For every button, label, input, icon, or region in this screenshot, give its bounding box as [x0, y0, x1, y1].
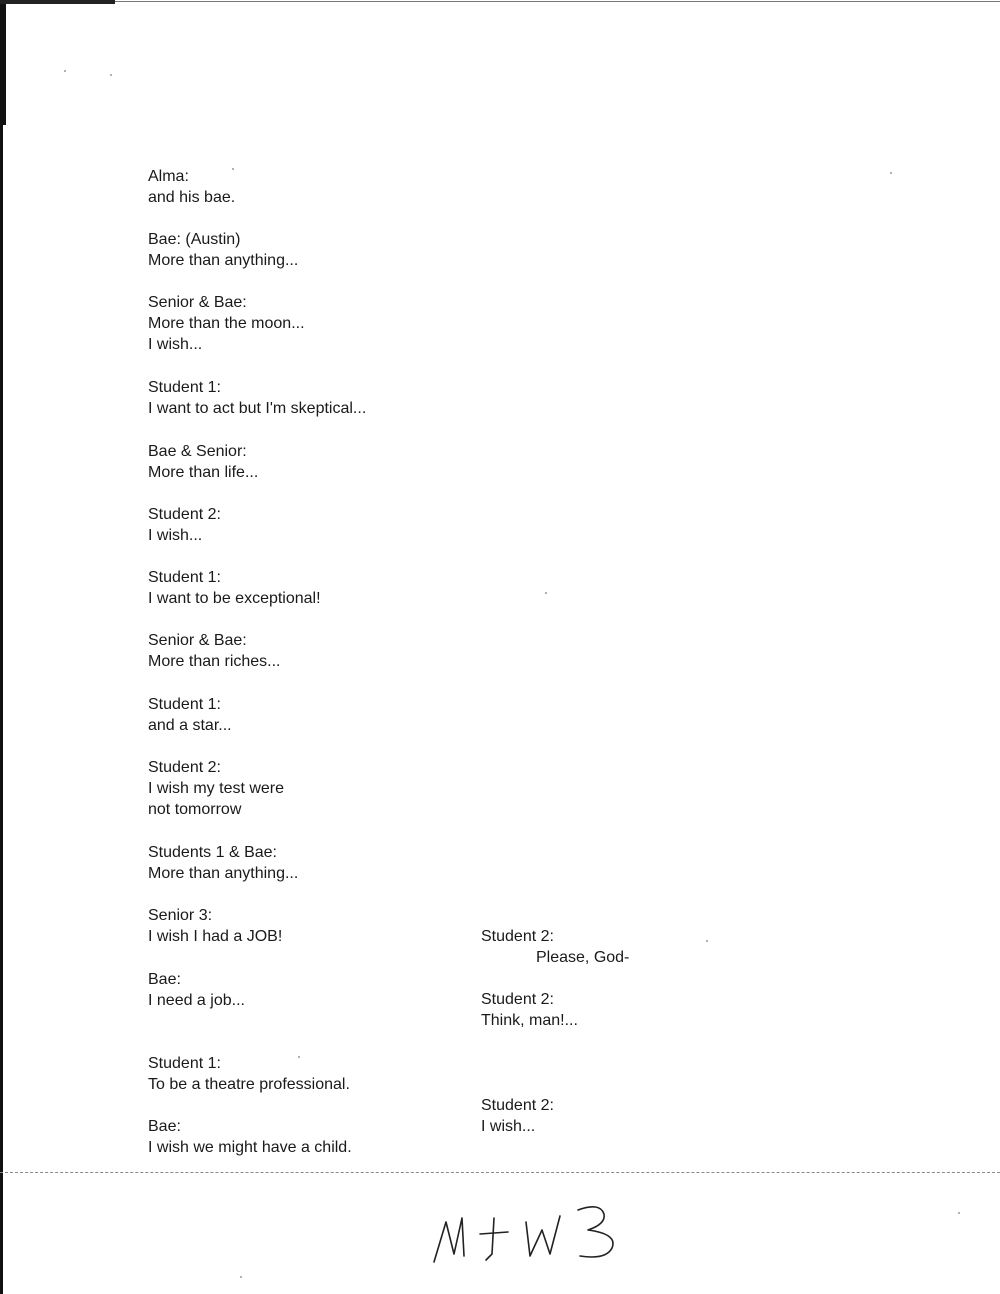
dialogue-line: More than the moon...: [148, 315, 305, 332]
scan-speck: [232, 168, 234, 170]
scan-edge-left-dark: [0, 0, 6, 125]
scan-edge-top-line: [115, 1, 1000, 2]
dialogue-line: I need a job...: [148, 992, 245, 1009]
scan-speck: [545, 592, 547, 594]
dialogue-block: [148, 292, 305, 355]
dialogue-block: [148, 377, 366, 419]
dialogue-line: I wish...: [481, 1118, 536, 1135]
dialogue-block: [148, 441, 258, 483]
speaker-name: Student 2:: [481, 991, 554, 1008]
dialogue-line: I wish...: [148, 527, 203, 544]
scan-speck: [240, 1276, 242, 1278]
dialogue-line: To be a theatre professional.: [148, 1076, 350, 1093]
dialogue-block: [148, 1116, 352, 1158]
dialogue-block: [481, 989, 578, 1031]
speaker-name: Senior & Bae:: [148, 632, 247, 649]
dialogue-block: [148, 757, 284, 820]
speaker-name: Student 2:: [481, 928, 554, 945]
dialogue-line: Think, man!...: [481, 1012, 578, 1029]
speaker-name: Senior 3:: [148, 907, 213, 924]
speaker-name: Student 2:: [148, 759, 221, 776]
speaker-name: Student 1:: [148, 1055, 221, 1072]
speaker-name: Bae:: [148, 971, 181, 988]
page-divider: [0, 1172, 1000, 1173]
dialogue-block: [148, 842, 298, 884]
speaker-name: Student 2:: [481, 1097, 554, 1114]
speaker-name: Alma:: [148, 168, 189, 185]
speaker-name: Student 1:: [148, 379, 221, 396]
dialogue-block: [148, 504, 221, 546]
dialogue-line: I wish my test were: [148, 780, 285, 797]
dialogue-block: [148, 630, 281, 672]
dialogue-line: Please, God-: [536, 949, 630, 966]
dialogue-line: not tomorrow: [148, 801, 242, 818]
speaker-name: Students 1 & Bae:: [148, 844, 277, 861]
dialogue-block: [148, 1053, 350, 1095]
dialogue-line: and his bae.: [148, 189, 236, 206]
speaker-name: Bae:: [148, 1118, 181, 1135]
dialogue-block: [148, 694, 232, 736]
dialogue-block: [148, 229, 298, 271]
dialogue-line: I want to be exceptional!: [148, 590, 321, 607]
dialogue-line: and a star...: [148, 717, 232, 734]
speaker-name: Student 1:: [148, 569, 221, 586]
dialogue-line: More than life...: [148, 464, 259, 481]
handwritten-mark: [428, 1196, 638, 1268]
scan-speck: [64, 70, 66, 72]
speaker-name: Bae: (Austin): [148, 231, 241, 248]
speaker-name: Student 1:: [148, 696, 221, 713]
dialogue-block: [481, 926, 629, 968]
dialogue-line: I wish we might have a child.: [148, 1139, 352, 1156]
scan-speck: [958, 1212, 960, 1214]
dialogue-line: I want to act but I'm skeptical...: [148, 400, 367, 417]
scan-speck: [890, 172, 892, 174]
dialogue-line: More than anything...: [148, 252, 299, 269]
dialogue-block: [148, 969, 245, 1011]
scan-speck: [706, 940, 708, 942]
dialogue-line: I wish...: [148, 336, 203, 353]
scan-edge-top: [0, 0, 115, 4]
dialogue-block: [148, 166, 235, 208]
scan-edge-left: [0, 0, 3, 1294]
dialogue-line: More than riches...: [148, 653, 281, 670]
scan-speck: [110, 74, 112, 76]
scan-speck: [298, 1056, 300, 1058]
speaker-name: Student 2:: [148, 506, 221, 523]
dialogue-line: More than anything...: [148, 865, 299, 882]
dialogue-block: [148, 905, 282, 947]
speaker-name: Senior & Bae:: [148, 294, 247, 311]
dialogue-block: [481, 1095, 554, 1137]
dialogue-block: [148, 567, 321, 609]
dialogue-line: I wish I had a JOB!: [148, 928, 283, 945]
speaker-name: Bae & Senior:: [148, 443, 247, 460]
